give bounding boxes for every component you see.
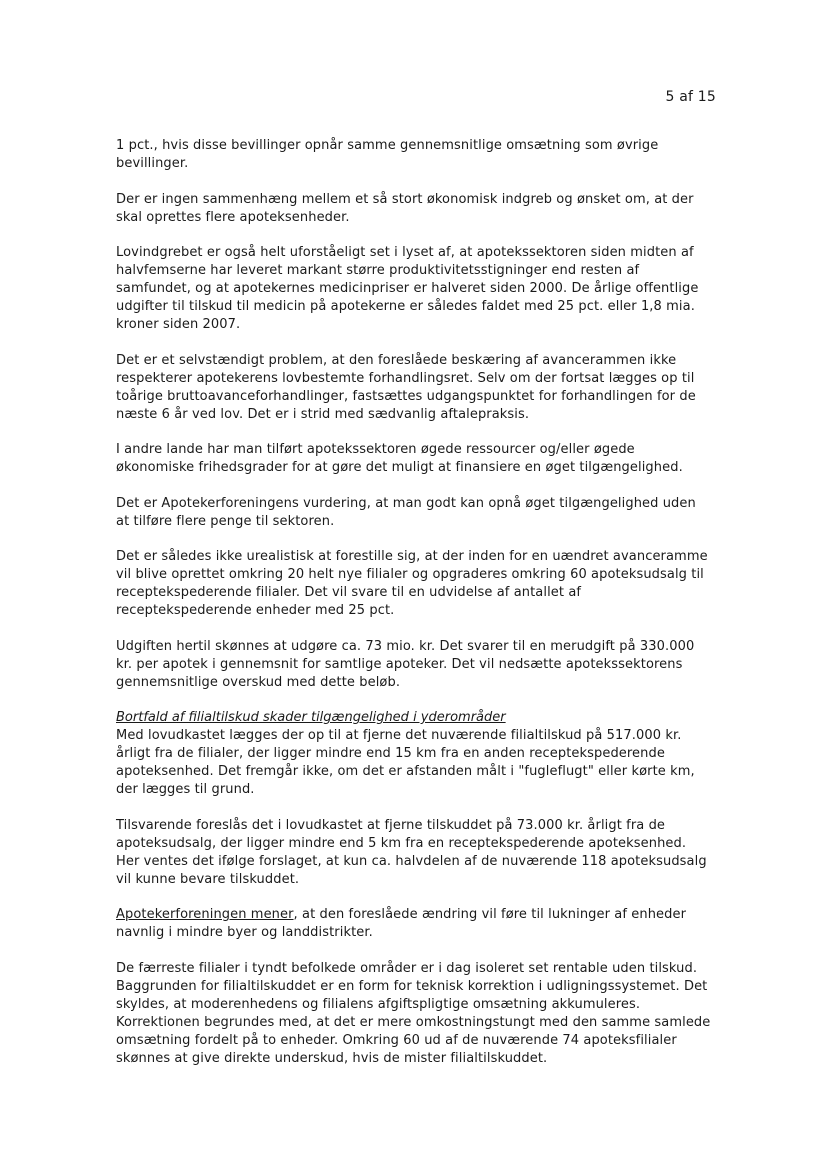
paragraph-11-underlined-lead: Apotekerforeningen mener	[116, 907, 294, 922]
paragraph-8: Udgiften hertil skønnes at udgøre ca. 73 mio. kr. Det svarer til en merudgift på 330.000 kr. per apotek i gennemsnit for samtlige apoteker. Det vil nedsætte apotekssektorens gennemsnitlige overskud med dette beløb.	[116, 638, 695, 690]
paragraph-10: Tilsvarende foreslås det i lovudkastet at fjerne tilskuddet på 73.000 kr. årligt fra de apoteksudsalg, der ligger mindre end 5 km fra en receptekspederende apoteksenhed. Her ventes det ifølge forslaget, at kun ca. halvdelen af de nuværende 118 apoteksudsalg vil kunne bevare tilskuddet.	[116, 817, 707, 887]
paragraph-3: Lovindgrebet er også helt uforståeligt set i lyset af, at apotekssektoren siden midten af halvfemserne har leveret markant større produktivitetsstigninger end resten af samfundet, og at apotekernes medicinpriser er halveret siden 2000. De årlige offentlige udgifter til tilskud til medicin på apotekerne er således faldet med 25 pct. eller 1,8 mia. kroner siden 2007.	[116, 245, 699, 332]
page-number: 5 af 15	[665, 89, 716, 105]
paragraph-11	[116, 906, 712, 942]
paragraph-9: Med lovudkastet lægges der op til at fjerne det nuværende filialtilskud på 517.000 kr. årligt fra de filialer, der ligger mindre end 15 km fra en anden receptekspederende apoteksenhed. Det fremgår ikke, om det er afstanden målt i "fugleflugt" eller kørte km, der lægges til grund.	[116, 728, 695, 797]
paragraph-7: Det er således ikke urealistisk at forestille sig, at der inden for en uændret avanceramme vil blive oprettet omkring 20 helt nye filialer og opgraderes omkring 60 apoteksudsalg til receptekspederende filialer. Det vil svare til en udvidelse af antallet af receptekspederende enheder med 25 pct.	[116, 549, 708, 618]
paragraph-4: Det er et selvstændigt problem, at den foreslåede beskæring af avancerammen ikke respekterer apotekerens lovbestemte forhandlingsret. Selv om der fortsat lægges op til toårige bruttoavanceforhandlinger, fastsættes udgangspunktet for forhandlingen for de næste 6 år ved lov. Det er i strid med sædvanlig aftalepraksis.	[116, 352, 696, 422]
paragraph-1: 1 pct., hvis disse bevillinger opnår samme gennemsnitlige omsætning som øvrige bevillinger.	[116, 138, 659, 171]
paragraph-6: Det er Apotekerforeningens vurdering, at man godt kan opnå øget tilgængelighed uden at tilføre flere penge til sektoren.	[116, 495, 696, 529]
document-body	[116, 137, 712, 1085]
paragraph-2: Der er ingen sammenhæng mellem et så stort økonomisk indgreb og ønsket om, at der skal oprettes flere apoteksenheder.	[116, 191, 694, 225]
paragraph-5: I andre lande har man tilført apotekssektoren øgede ressourcer og/eller øgede økonomiske frihedsgrader for at gøre det muligt at finansiere en øget tilgængelighed.	[116, 442, 683, 475]
section-heading: Bortfald af filialtilskud skader tilgængelighed i yderområder	[116, 710, 506, 725]
paragraph-11-rest: , at den foreslåede ændring vil føre til lukninger af enheder navnlig i mindre byer og landdistrikter.	[116, 907, 687, 940]
paragraph-12: De færreste filialer i tyndt befolkede områder er i dag isoleret set rentable uden tilskud. Baggrunden for filialtilskuddet er en form for teknisk korrektion i udligningssystemet. Det skyldes, at moderenhedens og filialens afgiftspligtige omsætning akkumuleres. Korrektionen begrundes med, at det er mere omkostningstungt med den samme samlede omsætning fordelt på to enheder. Omkring 60 ud af de nuværende 74 apoteksfilialer skønnes at give direkte underskud, hvis de mister filialtilskuddet.	[116, 960, 711, 1066]
